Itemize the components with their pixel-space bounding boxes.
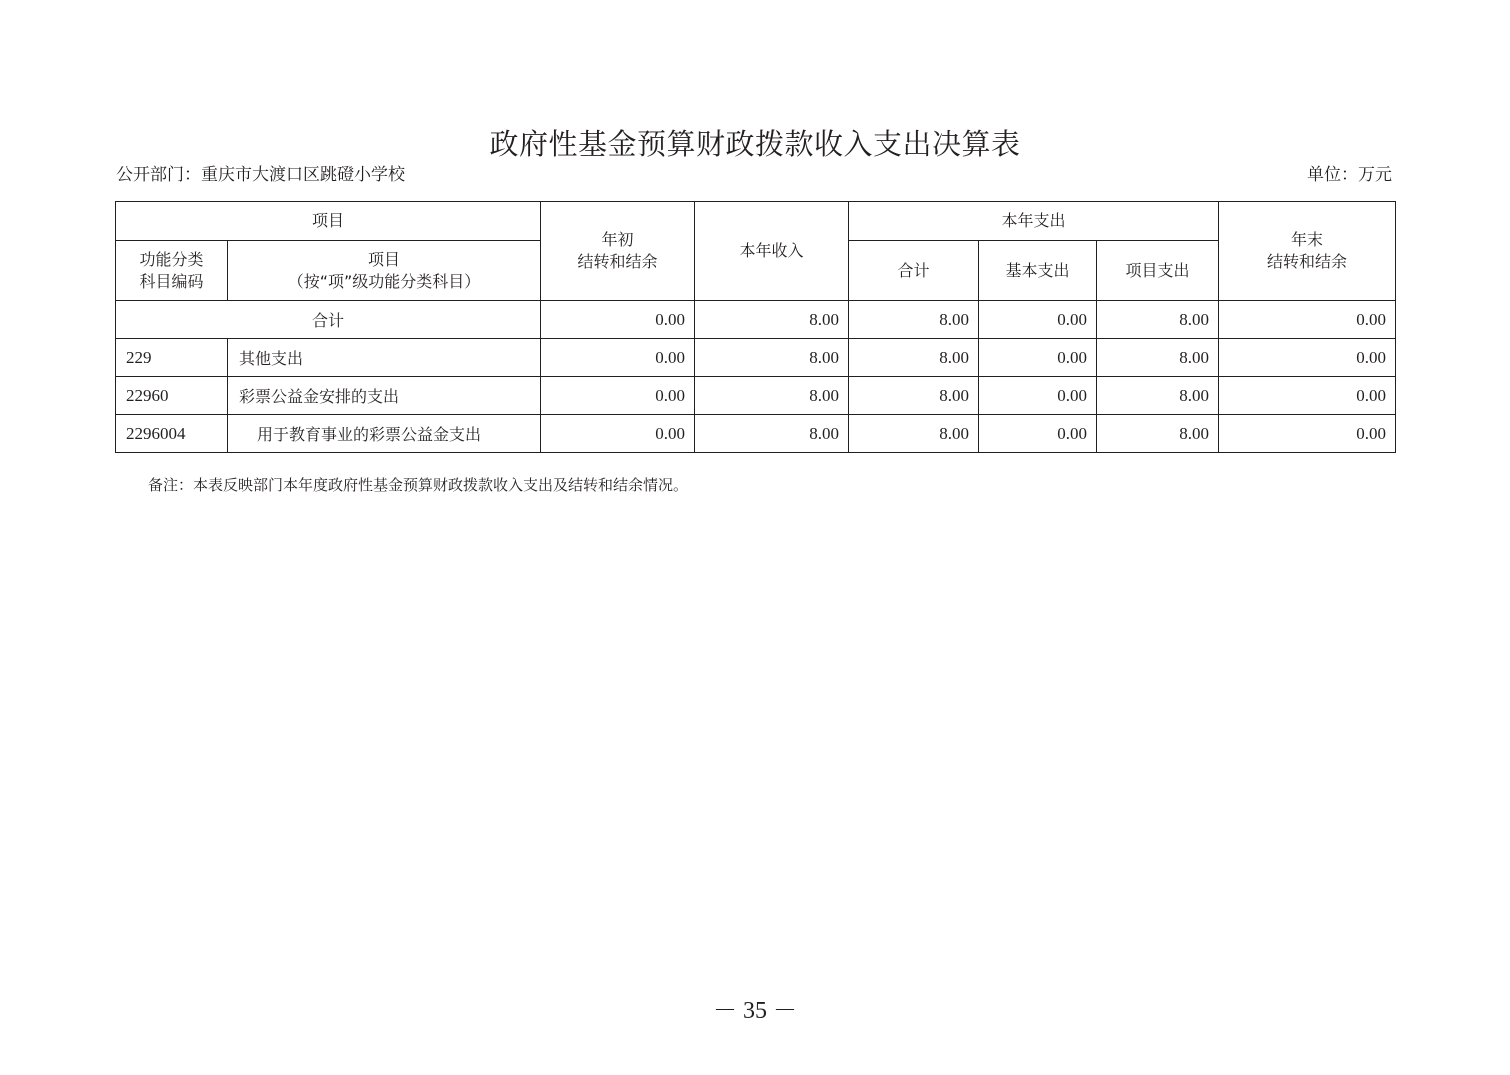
row-name: 彩票公益金安排的支出 <box>228 377 541 415</box>
department-label: 公开部门：重庆市大渡口区跳磴小学校 <box>116 165 405 185</box>
row-income: 8.00 <box>695 339 849 377</box>
table-row <box>116 415 1396 453</box>
header-func-code-line1: 功能分类 <box>139 249 204 269</box>
row-code: 22960 <box>116 377 228 415</box>
header-func-code-line2: 科目编码 <box>139 271 204 291</box>
header-expense-total: 合计 <box>849 241 979 301</box>
table-row <box>116 339 1396 377</box>
row-basic: 0.00 <box>979 377 1097 415</box>
header-item-name <box>228 241 541 301</box>
budget-table <box>115 201 1396 453</box>
row-basic: 0.00 <box>979 415 1097 453</box>
total-begin: 0.00 <box>541 301 695 339</box>
table-note: 备注：本表反映部门本年度政府性基金预算财政拨款收入支出及结转和结余情况。 <box>148 476 689 494</box>
row-end: 0.00 <box>1219 415 1396 453</box>
row-begin: 0.00 <box>541 339 695 377</box>
row-begin: 0.00 <box>541 377 695 415</box>
row-end: 0.00 <box>1219 339 1396 377</box>
header-end-balance <box>1219 202 1396 301</box>
row-name: 用于教育事业的彩票公益金支出 <box>228 415 541 453</box>
row-expense-total: 8.00 <box>849 377 979 415</box>
header-expense-group: 本年支出 <box>849 202 1219 241</box>
row-income: 8.00 <box>695 377 849 415</box>
header-income: 本年收入 <box>695 202 849 301</box>
row-project: 8.00 <box>1097 339 1219 377</box>
table-row <box>116 377 1396 415</box>
row-basic: 0.00 <box>979 339 1097 377</box>
row-end: 0.00 <box>1219 377 1396 415</box>
header-begin-balance-line2: 结转和结余 <box>577 252 658 271</box>
header-func-code <box>116 241 228 301</box>
header-end-balance-line1: 年末 <box>1291 230 1324 249</box>
row-name: 其他支出 <box>228 339 541 377</box>
row-begin: 0.00 <box>541 415 695 453</box>
row-expense-total: 8.00 <box>849 415 979 453</box>
row-project: 8.00 <box>1097 415 1219 453</box>
total-end: 0.00 <box>1219 301 1396 339</box>
header-begin-balance <box>541 202 695 301</box>
row-code: 229 <box>116 339 228 377</box>
header-begin-balance-line1: 年初 <box>601 230 634 249</box>
total-row <box>116 301 1396 339</box>
header-project-expense: 项目支出 <box>1097 241 1219 301</box>
row-project: 8.00 <box>1097 377 1219 415</box>
total-project: 8.00 <box>1097 301 1219 339</box>
row-income: 8.00 <box>695 415 849 453</box>
header-end-balance-line2: 结转和结余 <box>1267 252 1348 271</box>
header-item-group: 项目 <box>116 202 541 241</box>
total-income: 8.00 <box>695 301 849 339</box>
page-number: － 35 － <box>713 998 797 1024</box>
unit-label: 单位：万元 <box>1307 165 1392 185</box>
page-title: 政府性基金预算财政拨款收入支出决算表 <box>489 127 1021 161</box>
header-basic-expense: 基本支出 <box>979 241 1097 301</box>
total-expense: 8.00 <box>849 301 979 339</box>
header-item-name-line1: 项目 <box>368 249 401 269</box>
total-label: 合计 <box>116 301 541 339</box>
total-basic: 0.00 <box>979 301 1097 339</box>
header-item-name-line2: （按“项”级功能分类科目） <box>287 271 481 291</box>
row-code: 2296004 <box>116 415 228 453</box>
row-expense-total: 8.00 <box>849 339 979 377</box>
